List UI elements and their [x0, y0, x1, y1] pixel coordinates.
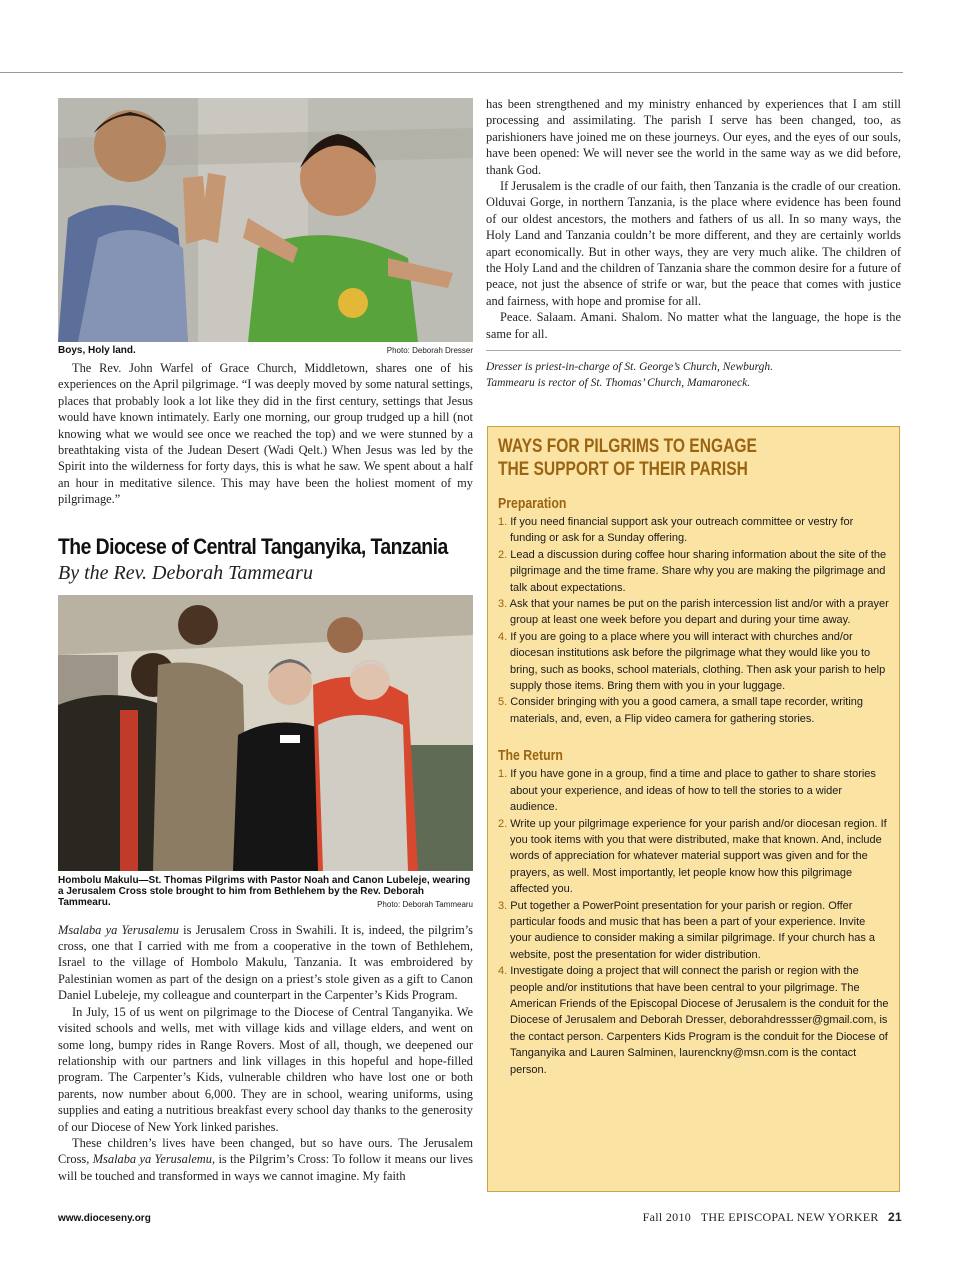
photo-hombolu-makulu [58, 595, 473, 871]
left-column [58, 98, 473, 1184]
list-item [498, 514, 889, 547]
preparation-heading: Preparation [498, 495, 567, 512]
footer-folio [643, 1210, 902, 1225]
item-text: Lead a discussion during coffee hour sharing information about the site of the pilgrimage and the time frame. Share why you are making the pilgrimage and talk about expectations. [510, 548, 887, 594]
item-text: Put together a PowerPoint presentation for your parish or region. Offer particular foods and music that has been a part of your experience. Invite your audience to consider making a similar pilgrimage. If your church has a website, post the presentation for wider distribution. [510, 899, 876, 961]
item-number: 2. [498, 548, 508, 561]
list-item [498, 766, 889, 815]
article-body-right [486, 96, 901, 342]
item-text: Write up your pilgrimage experience for your parish and/or diocesan region. If you took items with you that were distributed, make that known. And, include words of appreciation for whatever material support was given and for the prayers, as well. Most importantly, let people know how this pilgrimage affected you. [510, 817, 887, 896]
body-paragraph-1 [58, 922, 473, 1004]
article-byline: By the Rev. Deborah Tammearu [58, 561, 313, 584]
preparation-list [498, 514, 889, 727]
item-number: 2. [498, 817, 508, 830]
bio-dresser: Dresser is priest-in-charge of St. George’s Church, Newburgh. [486, 361, 774, 374]
body-paragraph-1-text: is Jerusalem Cross in Swahili. It is, indeed, the pilgrim’s cross, one that I carried with me from a cooperative in the town of Bethlehem, Israel to the village of Hombolo Makulu, Tanzania. It was embroidered by Palestinian women as part of the design on a priest’s stole given as a gift to Canon Daniel Lubeleje, my colleague and counterpart in the Carpenter’s Kids Program. [58, 922, 473, 1003]
author-bios [486, 350, 901, 391]
pilgrims-photo-illustration [58, 595, 473, 871]
swahili-term-2: Msalaba ya Yerusalemu, [92, 1152, 216, 1167]
item-number: 3. [498, 598, 508, 611]
photo2-caption-block [58, 875, 473, 908]
item-text: If you need financial support ask your outreach committee or vestry for funding or ask for a Sunday offering. [510, 516, 854, 545]
item-number: 5. [498, 696, 508, 709]
photo2-credit: Photo: Deborah Tammearu [377, 899, 473, 909]
article-body-left [58, 922, 473, 1185]
boys-photo-illustration [58, 98, 473, 342]
top-rule [0, 72, 903, 73]
article-headline: The Diocese of Central Tanganyika, Tanzania [58, 533, 448, 559]
item-number: 4. [498, 630, 508, 643]
footer-issue: Fall 2010 [642, 1210, 692, 1224]
pilgrims-sidebar [487, 426, 900, 1192]
page-number: 21 [888, 1210, 902, 1224]
return-heading: The Return [498, 747, 563, 765]
item-text: Investigate doing a project that will connect the parish or region with the people and/or institutions that have been central to your pilgrimage. The American Friends of the Episcopal Diocese of Jerusalem is the conduit for the Diocese of Jerusalem and Deborah Dresser, deborahdressser@gmail.com, is the contact person. Carpenters Kids Program is the conduit for the Diocese of Tanganyika and Lauren Salminen, laurenckny@msn.com is the contact person. [510, 965, 889, 1076]
list-item [498, 547, 889, 596]
list-item [498, 963, 889, 1078]
list-item [498, 596, 889, 629]
item-text: Ask that your names be put on the parish intercession list and/or with a prayer group at least one week before you depart and during your time away. [509, 598, 889, 627]
item-number: 4. [498, 965, 508, 978]
photo1-credit: Photo: Deborah Dresser [386, 346, 473, 355]
body-paragraph-3a: These children’s lives have been changed, but so have ours. The Jerusalem Cross, [58, 1135, 473, 1167]
item-number: 1. [498, 516, 508, 528]
warfel-quote [58, 360, 473, 508]
body-paragraph-3 [58, 1135, 473, 1184]
footer-website[interactable]: www.dioceseny.org [58, 1213, 151, 1224]
sidebar-title-line1: WAYS FOR PILGRIMS TO ENGAGE [498, 436, 757, 457]
body-paragraph-6: Peace. Salaam. Amani. Shalom. No matter what the language, the hope is the same for all. [486, 310, 901, 341]
sidebar-title [498, 435, 819, 481]
list-item [498, 629, 889, 695]
body-paragraph-4: has been strengthened and my ministry enhanced by experiences that I am still processing and assimilating. The parish I serve has been changed, too, as parishioners have joined me on these journeys. Our eyes, and the eyes of our souls, have been opened: We will never see the world in the same way as we did before, thank God. [486, 97, 901, 177]
right-column [486, 96, 901, 391]
item-number: 3. [498, 899, 508, 912]
photo2-caption: Hombolu Makulu—St. Thomas Pilgrims with Pastor Noah and Canon Lubeleje, wearing a Jerusalem Cross stole brought to him from Bethlehem by the Rev. Deborah Tammearu. [58, 874, 471, 908]
item-text: Consider bringing with you a good camera, a small tape recorder, writing materials, and, even, a Flip video camera for gathering stories. [510, 696, 864, 725]
list-item [498, 694, 889, 727]
body-paragraph-2: In July, 15 of us went on pilgrimage to the Diocese of Central Tanganyika. We visited schools and wells, met with village kids and village elders, and went on some long, bumpy rides in Range Rovers. Most of all, though, we deepened our relationship with our partners and link villages in this hopeful and hope-filled program. The Carpenter’s Kids, vulnerable children who have lost one or both parents, now number about 6,000. They are in school, wearing uniforms, using supplies and eating a nutritious breakfast every school day thanks to the generosity of our Diocese of New York linked parishes. [58, 1004, 473, 1134]
list-item [498, 816, 889, 898]
list-item [498, 898, 889, 964]
sidebar-title-line2: THE SUPPORT OF THEIR PARISH [498, 459, 748, 480]
photo1-caption: Boys, Holy land. [58, 345, 136, 356]
item-number: 1. [498, 768, 508, 781]
photo-boys-holy-land [58, 98, 473, 342]
bio-tammearu: Tammearu is rector of St. Thomas’ Church, Mamaroneck. [486, 377, 751, 390]
swahili-term: Msalaba ya Yerusalemu [58, 922, 179, 937]
body-paragraph-3b: is the Pilgrim’s Cross: To follow it means our lives will be touched and transformed in ways we cannot imagine. My faith [58, 1152, 473, 1183]
item-text: If you have gone in a group, find a time and place to gather to share stories about your experience, and ideas of how to tell the stories to a wider audience. [510, 768, 876, 814]
body-paragraph-5: If Jerusalem is the cradle of our faith, then Tanzania is the cradle of our creation. Olduvai Gorge, in northern Tanzania, is the place where evidence has been found of our oldest ancestors, the mothers and fathers of us all. In so many ways, the Holy Land and Tanzania couldn’t be more different, and they are certainly worlds apart economically. But in other ways, they are very much alike. The children of the Holy Land and the children of Tanzania share the common desire for a future of peace, not just the absence of strife or war, but the peace that comes with justice and fairness, with hope and promise for all. [486, 179, 901, 308]
warfel-paragraph: The Rev. John Warfel of Grace Church, Middletown, shares one of his experiences on the April pilgrimage. “I was deeply moved by some natural settings, places that probably look a lot like they did in the first century, settings that Jesus would have known intimately. Early one morning, our group trudged up a hill (not knowing what we would see once we reached the top) and we were stunned by a breathtaking vista of the Judean Desert (Wadi Qelt.) When Jesus was led by the Spirit into the wilderness for forty days, this is what he saw. We spent about a half an hour in meditative silence. This may have been the holiest moment of my pilgrimage.” [58, 361, 473, 507]
return-list [498, 766, 889, 1078]
footer-publication: THE EPISCOPAL NEW YORKER [700, 1210, 879, 1224]
item-text: If you are going to a place where you will interact with churches and/or diocesan institutions ask before the pilgrimage what they would like you to bring, such as books, school materials, clothing. Then ask your parish to help supply those items. Bring them with you in your luggage. [510, 630, 886, 693]
